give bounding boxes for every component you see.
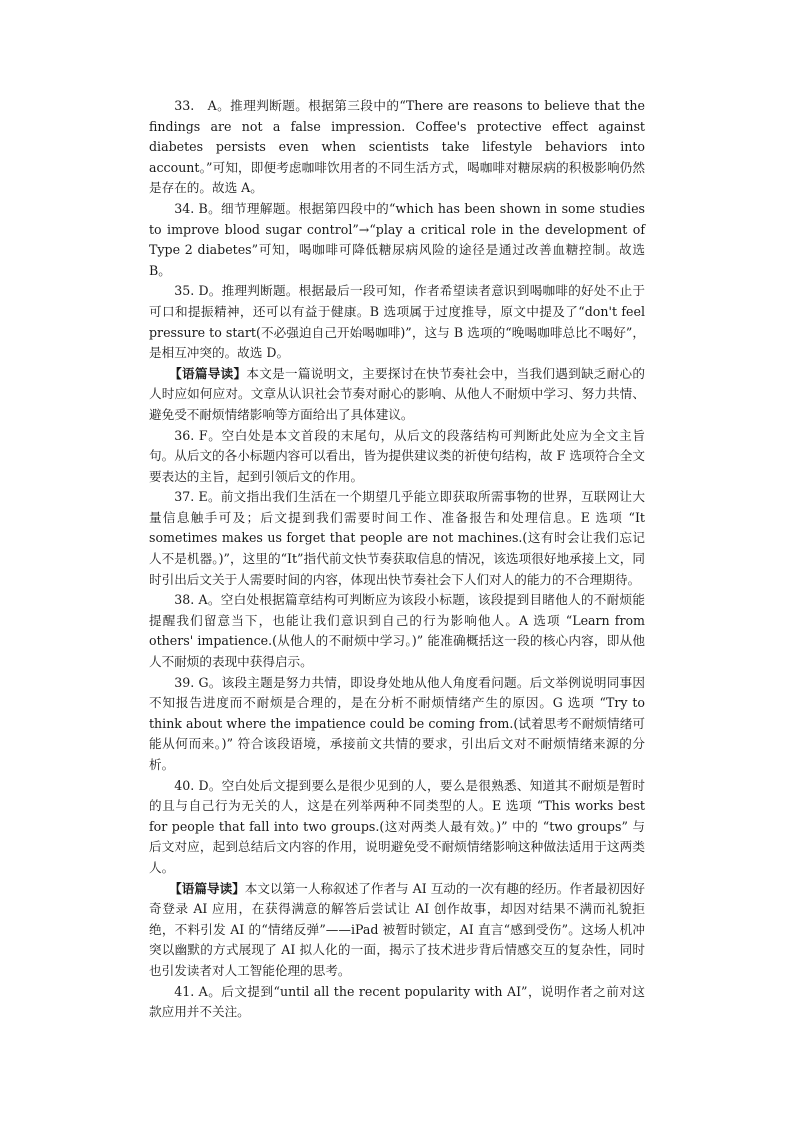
answer-39: 39. G。该段主题是努力共情，即设身处地从他人角度看问题。后文举例说明同事因不知报告进度而不耐烦是合理的，是在分析不耐烦情绪产生的原因。G 选项 “Try to think about where the impatience could be coming from.(试着思考不耐烦情绪可能从何而来。)” 符合该段语境，承接前文共情的要求，引出后文对不耐烦情绪来源的分析。: [149, 674, 645, 772]
answer-explanations: [149, 96, 645, 1023]
answer-38: 38. A。空白处根据篇章结构可判断应为该段小标题，该段提到目睹他人的不耐烦能提醒我们留意当下，也能让我们意识到自己的行为影响他人。A 选项 “Learn from others' impatience.(从他人的不耐烦中学习。)” 能准确概括这一段的核心内容，即从他人不耐烦的表现中获得启示。: [149, 592, 645, 670]
reading-guide-2: 【语篇导读】本文以第一人称叙述了作者与 AI 互动的一次有趣的经历。作者最初因好奇登录 AI 应用，在获得满意的解答后尝试让 AI 创作故事，却因对结果不满而礼貌拒绝，不料引发 AI 的“情绪反弹”——iPad 被暂时锁定，AI 直言“感到受伤”。这场人机冲突以幽默的方式展现了 AI 拟人化的一面，揭示了技术进步背后情感交互的复杂性，同时也引发读者对人工智能伦理的思考。: [149, 880, 646, 978]
reading-guide-1: 【语篇导读】本文是一篇说明文，主要探讨在快节奏社会中，当我们遇到缺乏耐心的人时应如何应对。文章从认识社会节奏对耐心的影响、从他人不耐烦中学习、努力共情、避免受不耐烦情绪影响等方面给出了具体建议。: [149, 365, 646, 422]
answer-41: 41. A。后文提到“until all the recent popularity with AI”，说明作者之前对这款应用并不关注。: [149, 983, 645, 1020]
answer-35: 35. D。推理判断题。根据最后一段可知，作者希望读者意识到喝咖啡的好处不止于可口和提振精神，还可以有益于健康。B 选项属于过度推导，原文中提及了“don't feel pressure to start(不必强迫自己开始喝咖啡)”，这与 B 选项的“晚喝咖啡总比不喝好”，是相互冲突的。故选 D。: [149, 283, 645, 361]
answer-33: 33. A。推理判断题。根据第三段中的“There are reasons to believe that the findings are not a false impression. Coffee's protective effect against diabetes persists even when scientists take lifestyle behaviors into account。”可知，即便考虑咖啡饮用者的不同生活方式，喝咖啡对糖尿病的积极影响仍然是存在的。故选 A。: [149, 98, 645, 196]
answer-36: 36. F。空白处是本文首段的末尾句，从后文的段落结构可判断此处应为全文主旨句。从后文的各小标题内容可以看出，皆为提供建议类的祈使句结构，故 F 选项符合全文要表达的主旨，起到引领后文的作用。: [149, 427, 645, 484]
answer-40: 40. D。空白处后文提到要么是很少见到的人，要么是很熟悉、知道其不耐烦是暂时的且与自己行为无关的人，这是在列举两种不同类型的人。E 选项 “This works best for people that fall into two groups.(这对两类人最有效。)” 中的 “two groups” 与后文对应，起到总结后文内容的作用，说明避免受不耐烦情绪影响这种做法适用于这两类人。: [149, 777, 645, 875]
answer-34: 34. B。细节理解题。根据第四段中的“which has been shown in some studies to improve blood sugar control”→“play a critical role in the development of Type 2 diabetes”可知，喝咖啡可降低糖尿病风险的途径是通过改善血糖控制。故选 B。: [149, 200, 645, 278]
guide-label: 【语篇导读】: [169, 365, 247, 381]
answer-37: 37. E。前文指出我们生活在一个期望几乎能立即获取所需事物的世界，互联网让大量信息触手可及；后文提到我们需要时间工作、准备报告和处理信息。E 选项 “It sometimes makes us forget that people are not machines.(这有时会让我们忘记人不是机器。)”，这里的“It”指代前文快节奏获取信息的情况，该选项很好地承接上文，同时引出后文关于人需要时间的内容，体现出快节奏社会下人们对人的能力的不合理期待。: [149, 489, 645, 587]
guide-label: 【语篇导读】: [169, 880, 245, 896]
